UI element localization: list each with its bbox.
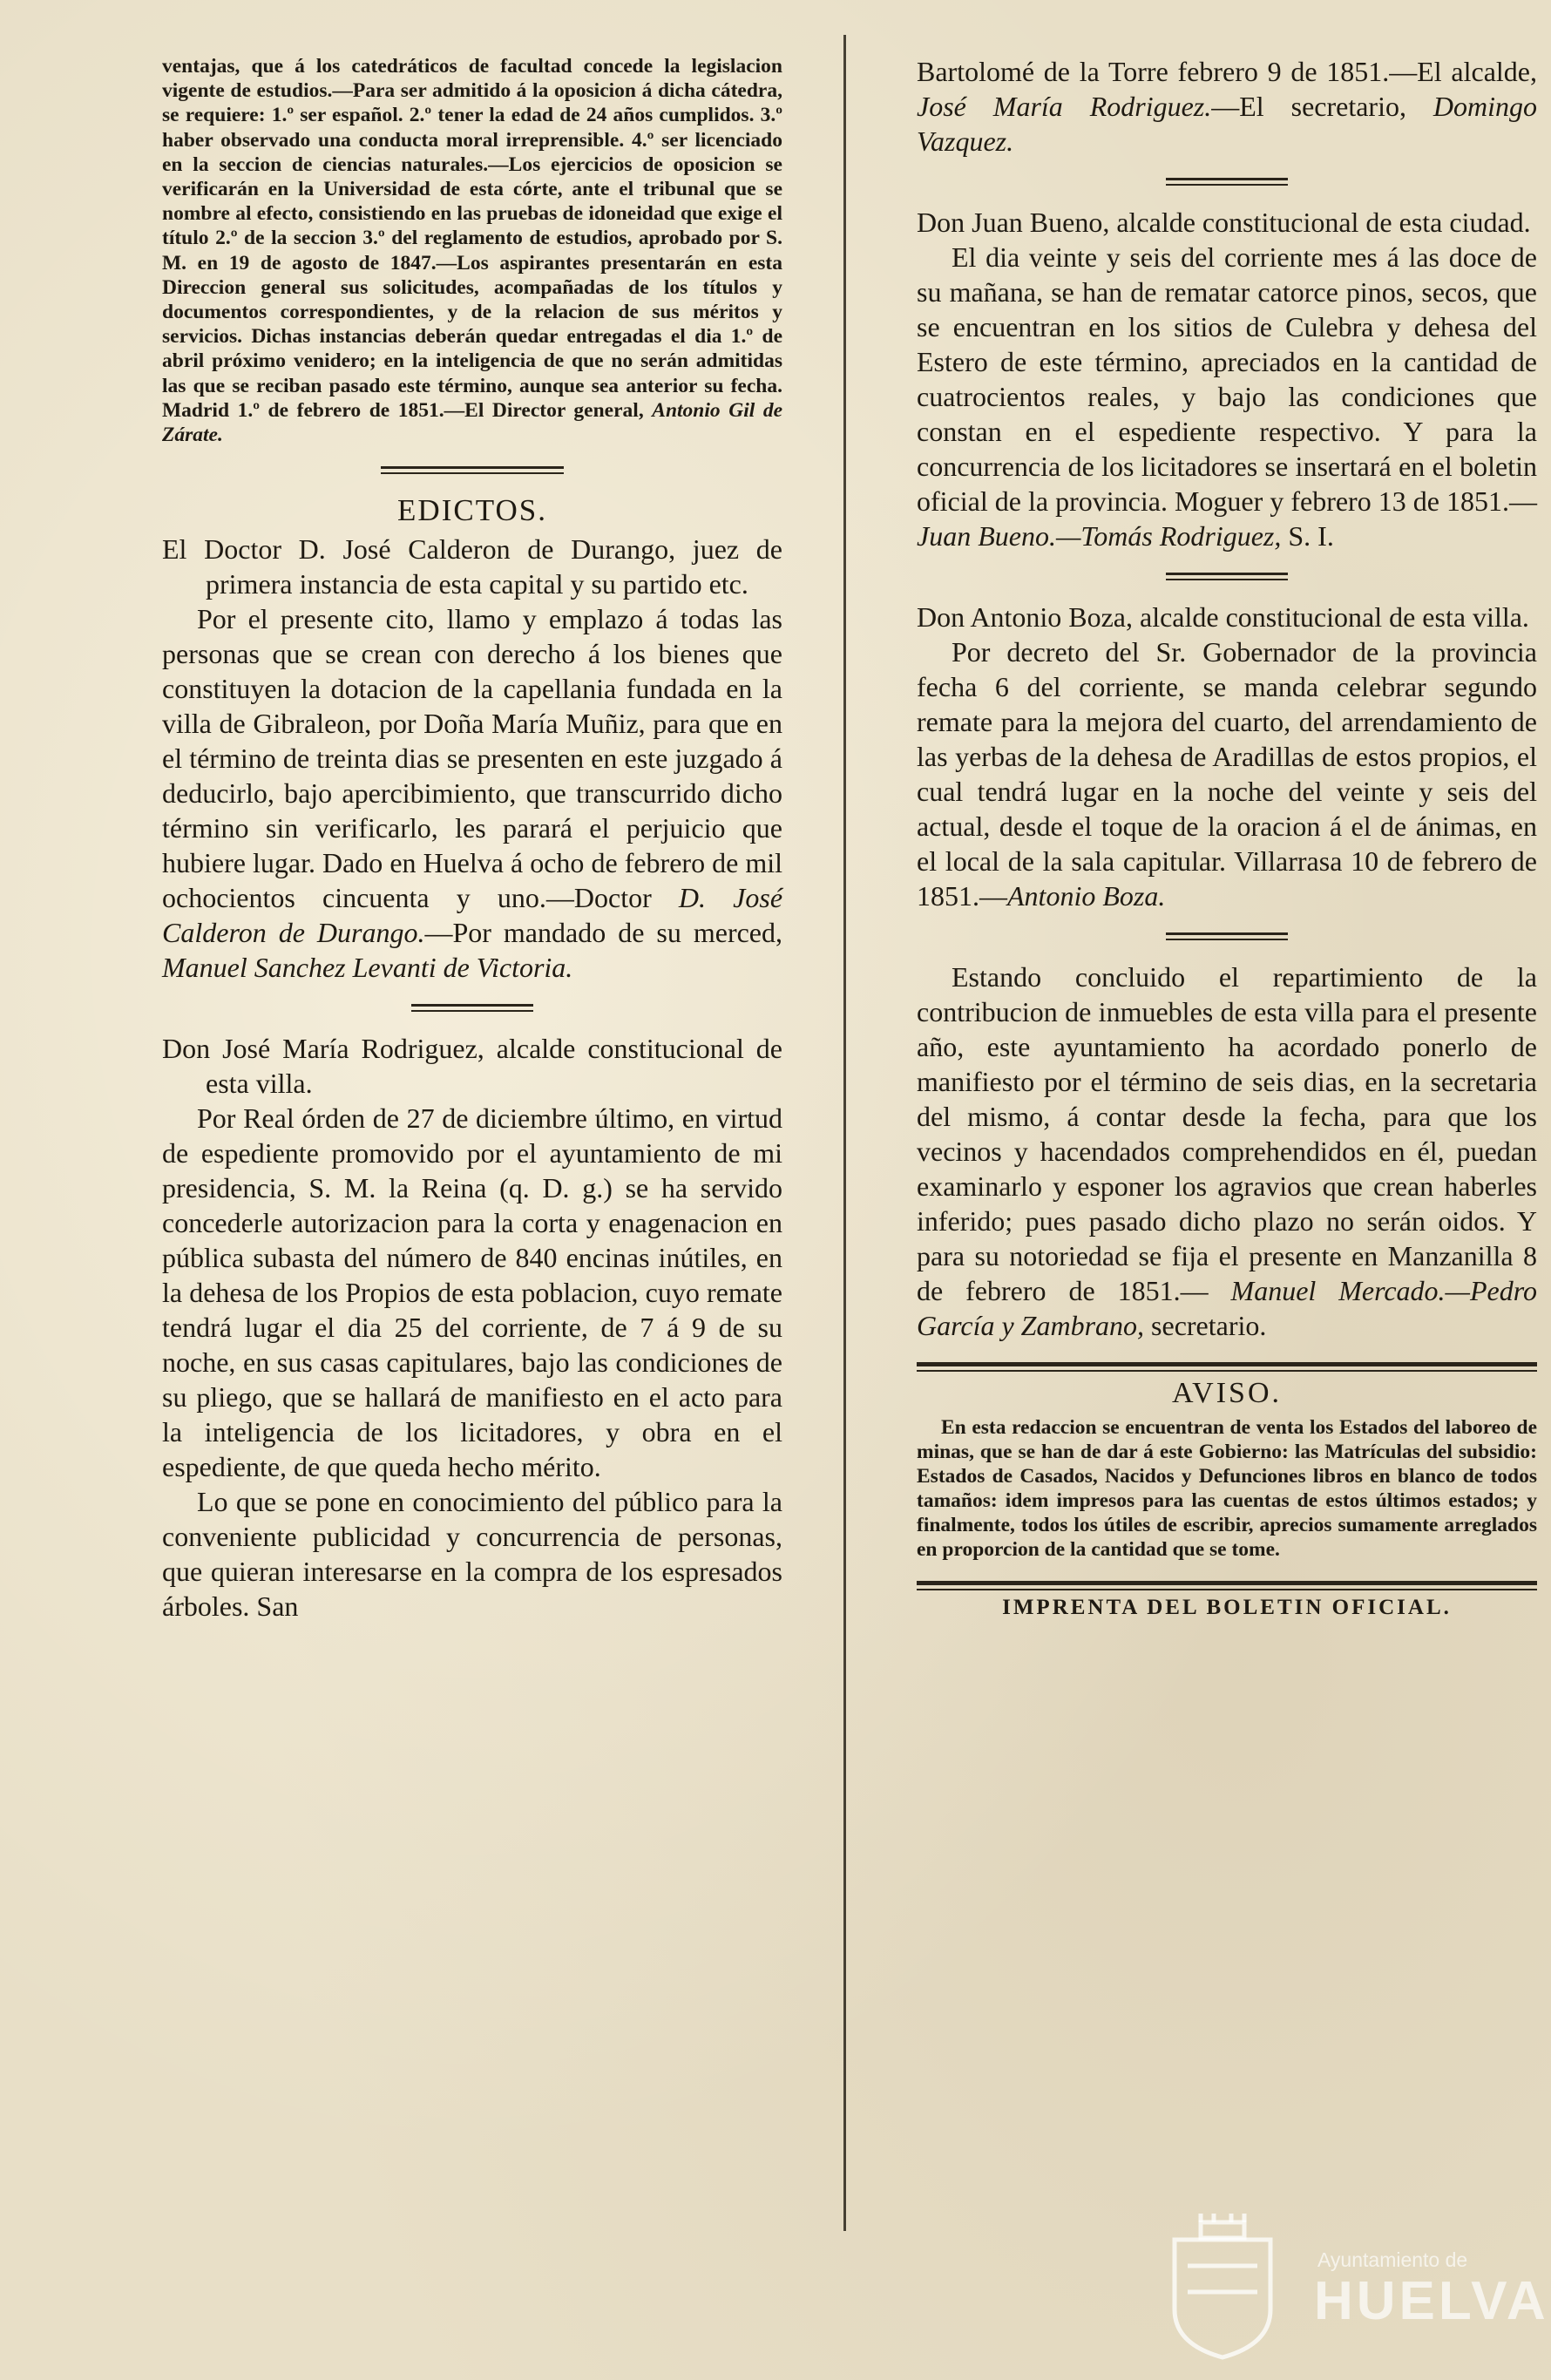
clerk-signature: Manuel Sanchez Levanti de Victoria. [162, 952, 573, 984]
watermark-title: HUELVA [1314, 2271, 1549, 2331]
footer-rule [917, 1581, 1537, 1590]
edict-header: Don Juan Bueno, alcalde constitucional de esta ciudad. [917, 207, 1531, 238]
edict-header: El Doctor D. José Calderon de Durango, juez de primera instancia de esta capital y su partido etc. [162, 533, 782, 600]
signatures: Juan Bueno.—Tomás Rodriguez, [917, 520, 1282, 552]
right-column [917, 54, 1537, 1620]
section-rule [381, 466, 564, 474]
mayor-signature: José María Rodriguez. [917, 91, 1212, 122]
edict-body: Estando concluido el repartimiento de la contribucion de inmuebles de esta villa para el presente año, este ayuntamiento ha acordado ponerlo de manifiesto por el término de seis dias, en la secretaria del mismo, á contar desde la fecha, para que los vecinos y hacendados comprehendidos en él, puedan examinarlo y esponer los agravios que crean haberles inferido; pues pasado dicho plazo no serán oidos. Y para su notoriedad se fija el presente en Manzanilla 8 de febrero de 1851.— Manuel Mercado.—Pedro García y Zambrano, secretario. [917, 961, 1538, 1341]
watermark-subtitle: Ayuntamiento de [1317, 2248, 1468, 2271]
edict-body: Por el presente cito, llamo y emplazo á todas las personas que se crean con derecho á los bienes que constituyen la dotacion de la capellania fundada en la villa de Gibraleon, por Doña María Muñiz, para que en el término de treinta dias se presenten en este juzgado á deducirlo, bajo apercibimiento, que transcurrido dicho término sin verificarlo, les parará el perjuicio que hubiere lugar. Dado en Huelva á ocho de febrero de mil ochocientos cincuenta y uno.—Doctor D. José Calderon de Durango.—Por mandado de su merced, Manuel Sanchez Levanti de Victoria. [162, 603, 783, 984]
printer-imprint: IMPRENTA DEL BOLETIN OFICIAL. [1002, 1596, 1452, 1619]
left-column [162, 54, 782, 1624]
section-rule [411, 1004, 533, 1012]
secretary-signature: Domingo Vazquez. [917, 91, 1537, 157]
section-rule [1166, 178, 1288, 186]
column-divider [843, 35, 846, 2231]
edict-body: El dia veinte y seis del corriente mes á las doce de su mañana, se han de rematar catorce pinos, secos, que se encuentran en los sitios de Culebra y dehesa del Estero de este término, apreciados en la cantidad de cuatrocientos reales, y bajo las condiciones que constan en el espediente respectivo. Y para la concurrencia de los licitadores se insertará en el boletin oficial de la provincia. Moguer y febrero 13 de 1851.—Juan Bueno.—Tomás Rodriguez, S. I. [917, 241, 1537, 552]
signatures: Manuel Mercado.—Pedro García y Zambrano, [917, 1275, 1538, 1341]
judge-signature: D. José Calderon de Durango. [162, 882, 783, 949]
aviso-body: En esta redaccion se encuentran de venta los Estados del laboreo de minas, que se han de dar á este Gobierno: las Matrículas del subsidio: Estados de Casados, Nacidos y Defunciones libros en blanco de todos tamaños: idem impresos para las cuentas de estos últimos estados; y finalmente, todos los útiles de escribir, aprecios sumamente arreglados en proporcion de la cantidad que se tome. [917, 1416, 1537, 1561]
edictos-heading: EDICTOS. [397, 493, 547, 528]
edict-header: Don Antonio Boza, alcalde constitucional de esta villa. [917, 601, 1529, 633]
section-rule [1166, 932, 1288, 940]
mayor-signature: Antonio Boza. [1007, 880, 1166, 912]
section-rule [917, 1362, 1537, 1372]
director-signature: Antonio Gil de Zárate. [162, 398, 782, 447]
edict-body: Lo que se pone en conocimiento del público para la conveniente publicidad y concurrencia de personas, que quieran interesarse en la compra de los espresados árboles. San [162, 1486, 782, 1623]
edict-body: Por Real órden de 27 de diciembre último, en virtud de espediente promovido por el ayuntamiento de mi presidencia, S. M. la Reina (q. D. g.) se ha servido concederle autorizacion para la corta y enagenacion en pública subasta del número de 840 encinas inútiles, en la dehesa de los Propios de esta poblacion, cuyo remate tendrá lugar el dia 25 del corriente, de 7 á 9 de su noche, en sus casas capitulares, bajo las condiciones de su pliego, que se hallará de manifiesto en el acto para la inteligencia de los licitadores, y obra en el espediente, de que queda hecho mérito. [162, 1102, 782, 1483]
edict-body: Por decreto del Sr. Gobernador de la provincia fecha 6 del corriente, se manda celebrar segundo remate para la mejora del cuarto, del arrendamiento de las yerbas de la dehesa de Aradillas de estos propios, el cual tendrá lugar en la noche del veinte y seis del actual, desde el toque de la oracion á el de ánimas, en el local de la sala capitular. Villarrasa 10 de febrero de 1851.—Antonio Boza. [917, 636, 1537, 912]
section-rule [1166, 573, 1288, 580]
announcement-paragraph: ventajas, que á los catedráticos de facultad concede la legislacion vigente de estudios.—Para ser admitido á la oposicion á dicha cátedra, se requiere: 1.º ser español. 2.º tener la edad de 24 años cumplidos. 3.º haber observado una conducta moral irreprensible. 4.º ser licenciado en la seccion de ciencias naturales.—Los ejercicios de oposicion se verificarán en la Universidad de esta córte, ante el tribunal que se nombre al efecto, consistiendo en las pruebas de idoneidad que exige el título 2.º de la seccion 3.º del reglamento de estudios, aprobado por S. M. en 19 de agosto de 1847.—Los aspirantes presentarán en esta Direccion general sus solicitudes, acompañadas de los títulos y documentos correspondientes, y de la relacion de sus méritos y servicios. Dichas instancias deberán quedar entregadas el dia 1.º de abril próximo venidero; en la inteligencia de que no serán admitidas las que se reciban pasado este término, aunque sea anterior su fecha. Madrid 1.º de febrero de 1851.—El Director general, Antonio Gil de Zárate. [162, 55, 782, 447]
edict-header: Don José María Rodriguez, alcalde constitucional de esta villa. [162, 1033, 782, 1100]
continued-text: Bartolomé de la Torre febrero 9 de 1851.—El alcalde, José María Rodriguez.—El secretario, Domingo Vazquez. [917, 56, 1537, 157]
aviso-heading: AVISO. [1171, 1377, 1282, 1409]
